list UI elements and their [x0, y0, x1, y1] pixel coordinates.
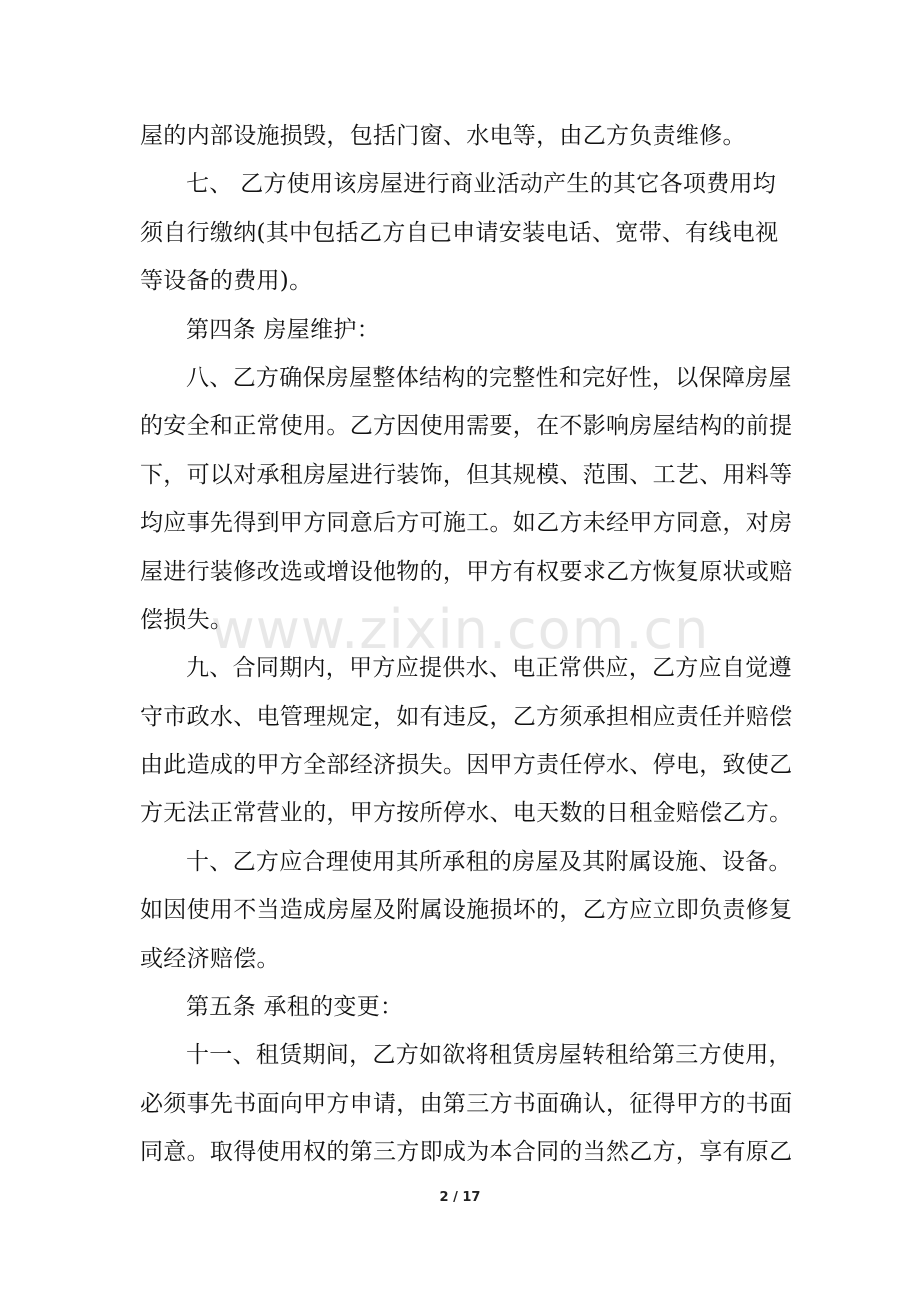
text-line: 须自行缴纳(其中包括乙方自已申请安装电话、宽带、有线电视 [140, 219, 779, 246]
text-line: 如因使用不当造成房屋及附属设施损坏的，乙方应立即负责修复 [140, 897, 793, 924]
text-line: 屋的内部设施损毁，包括门窗、水电等，由乙方负责维修。 [140, 123, 746, 149]
text-line: 方无法正常营业的，甲方按所停水、电天数的日租金赔偿乙方。 [140, 800, 793, 827]
clause-9-line: 九、合同期内，甲方应提供水、电正常供应，乙方应自觉遵 [186, 655, 792, 682]
watermark: www.zixin.com.cn [210, 598, 710, 661]
text-line: 屋进行装修改选或增设他物的，甲方有权要求乙方恢复原状或赔 [140, 558, 793, 585]
clause-8-line: 八、乙方确保房屋整体结构的完整性和完好性，以保障房屋 [186, 364, 792, 391]
article-4-heading: 第四条 房屋维护： [186, 316, 381, 343]
text-line: 偿损失。 [140, 606, 234, 633]
text-line: 守市政水、电管理规定，如有违反，乙方须承担相应责任并赔偿 [140, 703, 793, 730]
article-5-heading: 第五条 承租的变更： [186, 994, 404, 1021]
text-line: 下，可以对承租房屋进行装饰，但其规模、范围、工艺、用料等 [140, 461, 793, 488]
text-line: 均应事先得到甲方同意后方可施工。如乙方未经甲方同意，对房 [140, 510, 793, 537]
clause-7-line: 七、 乙方使用该房屋进行商业活动产生的其它各项费用均 [186, 171, 777, 198]
text-line: 由此造成的甲方全部经济损失。因甲方责任停水、停电，致使乙 [140, 752, 793, 779]
text-line: 的安全和正常使用。乙方因使用需要，在不影响房屋结构的前提 [140, 413, 793, 440]
text-line: 必须事先书面向甲方申请，由第三方书面确认，征得甲方的书面 [140, 1090, 793, 1117]
page-number: 2 / 17 [439, 1190, 481, 1205]
document-body [140, 112, 793, 1177]
clause-10-line: 十、乙方应合理使用其所承租的房屋及其附属设施、设备。 [186, 848, 792, 875]
clause-11-line: 十一、租赁期间，乙方如欲将租赁房屋转租给第三方使用， [186, 1042, 792, 1069]
text-line: 等设备的费用)。 [140, 268, 313, 295]
text-line: 或经济赔偿。 [140, 945, 280, 972]
text-line: 同意。取得使用权的第三方即成为本合同的当然乙方，享有原乙 [140, 1139, 793, 1166]
